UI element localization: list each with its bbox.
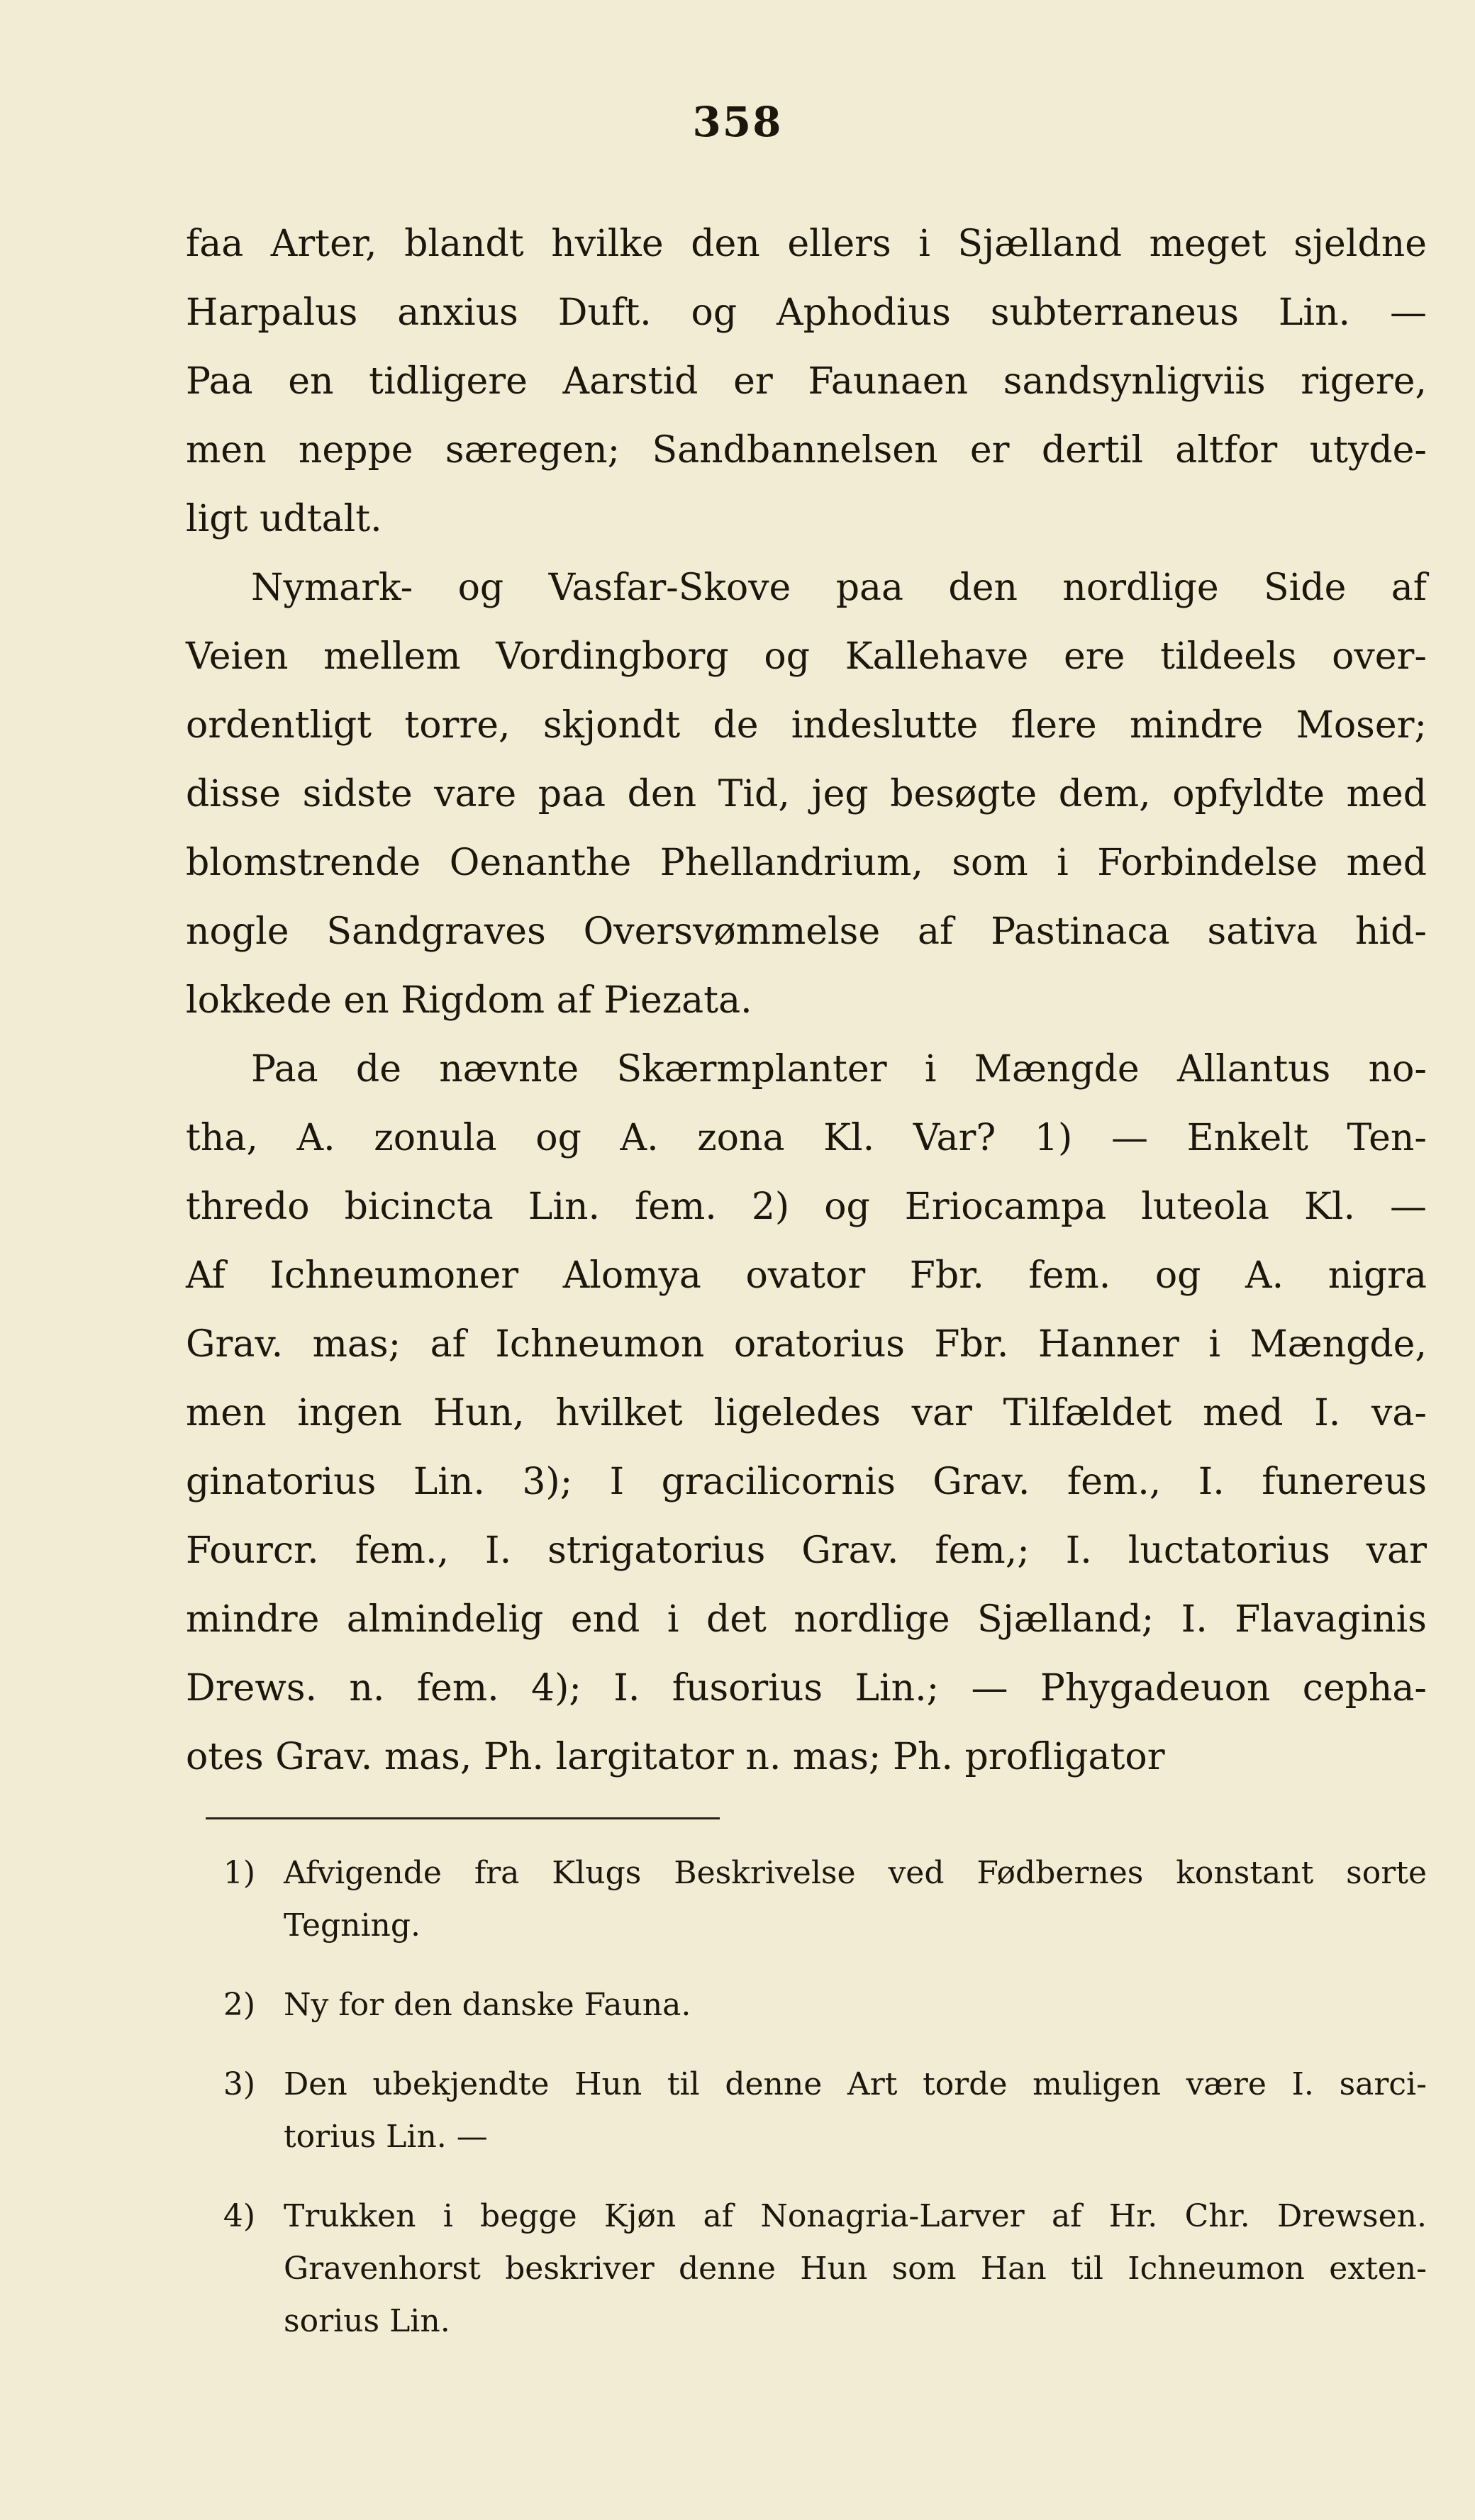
footnote (186, 1847, 1427, 1952)
text-line: lokkede en Rigdom af Piezata. (186, 979, 752, 1022)
footnote (186, 2190, 1427, 2348)
text-line: thredo bicincta Lin. fem. 2) og Eriocampa luteola Kl. — (186, 1186, 1427, 1228)
footnote-line: torius Lin. — (284, 2119, 488, 2155)
footnote-divider (206, 1817, 720, 1819)
text-line: Veien mellem Vordingborg og Kallehave ere tildeels over- (186, 635, 1427, 678)
text-line: tha, A. zonula og A. zona Kl. Var? 1) — Enkelt Ten- (186, 1117, 1427, 1159)
page-number: 358 (692, 98, 783, 146)
footnote-line: Den ubekjendte Hun til denne Art torde muligen være I. sarci- (284, 2066, 1427, 2102)
footnote-line: sorius Lin. (284, 2303, 450, 2339)
body-text (186, 210, 1427, 1792)
text-line: Fourcr. fem., I. strigatorius Grav. fem,; I. luctatorius var (186, 1529, 1427, 1572)
text-line: disse sidste vare paa den Tid, jeg besøgte dem, opfyldte med (186, 773, 1427, 815)
text-line: otes Grav. mas, Ph. largitator n. mas; Ph. profligator (186, 1736, 1165, 1778)
footnote-number: 2) (223, 1987, 255, 2023)
text-line: mindre almindelig end i det nordlige Sjælland; I. Flavaginis (186, 1598, 1427, 1641)
text-line: Drews. n. fem. 4); I. fusorius Lin.; — Phygadeuon cepha- (186, 1667, 1427, 1710)
text-line: Paa en tidligere Aarstid er Faunaen sandsynligviis rigere, (186, 360, 1427, 403)
text-line-content: Nymark- og Vasfar-Skove paa den nordlige Side af (251, 567, 1427, 609)
text-line: Af Ichneumoner Alomya ovator Fbr. fem. og A. nigra (186, 1254, 1427, 1297)
text-line: faa Arter, blandt hvilke den ellers i Sjælland meget sjeldne (186, 223, 1427, 265)
text-line (186, 554, 1427, 623)
text-line: blomstrende Oenanthe Phellandrium, som i Forbindelse med (186, 842, 1427, 884)
text-line: men neppe særegen; Sandbannelsen er dertil altfor utyde- (186, 429, 1427, 472)
text-line-content: Paa de nævnte Skærmplanter i Mængde Allantus no- (251, 1048, 1427, 1091)
footnote (186, 2058, 1427, 2163)
text-line: Harpalus anxius Duft. og Aphodius subterraneus Lin. — (186, 291, 1427, 334)
footnote-line: Tegning. (284, 1907, 421, 1944)
text-line: ginatorius Lin. 3); I gracilicornis Grav. fem., I. funereus (186, 1461, 1427, 1503)
footnote-number: 4) (223, 2198, 255, 2234)
text-line: ligt udtalt. (186, 498, 382, 540)
footnote-line: Gravenhorst beskriver denne Hun som Han til Ichneumon exten- (284, 2251, 1427, 2287)
text-line: nogle Sandgraves Oversvømmelse af Pastinaca sativa hid- (186, 910, 1427, 953)
text-line (186, 1035, 1427, 1104)
footnote (186, 1979, 1427, 2031)
footnote-line: Trukken i begge Kjøn af Nonagria-Larver af Hr. Chr. Drewsen. (284, 2198, 1427, 2234)
footnote-line: Ny for den danske Fauna. (284, 1987, 691, 2023)
footnote-number: 3) (223, 2066, 255, 2102)
text-line: ordentligt torre, skjondt de indeslutte flere mindre Moser; (186, 704, 1427, 747)
footnote-number: 1) (223, 1855, 255, 1891)
text-line: Grav. mas; af Ichneumon oratorius Fbr. Hanner i Mængde, (186, 1323, 1427, 1366)
footnotes (186, 1847, 1427, 2375)
footnote-line: Afvigende fra Klugs Beskrivelse ved Fødbernes konstant sorte (284, 1855, 1427, 1891)
text-line: men ingen Hun, hvilket ligeledes var Tilfældet med I. va- (186, 1392, 1427, 1434)
